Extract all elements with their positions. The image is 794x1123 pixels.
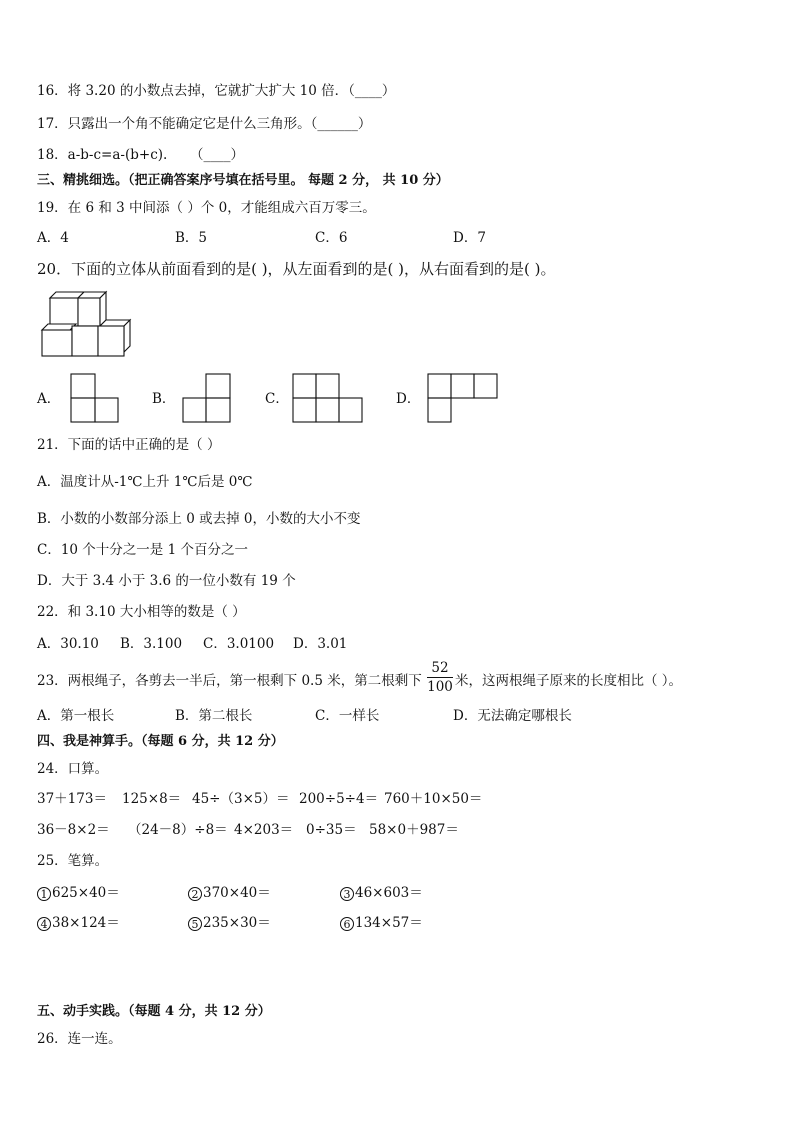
q23-fraction	[427, 660, 453, 695]
circled-number-6: 6	[340, 917, 354, 931]
q21-option-b: B．小数的小数部分添上 0 或去掉 0，小数的大小不变	[37, 511, 361, 527]
q24-row1-item3: 45÷（3×5）＝	[192, 791, 290, 807]
fraction-bar	[427, 677, 453, 678]
q24-row1-item4: 200÷5÷4＝	[299, 791, 379, 807]
q23-option-c: C．一样长	[315, 708, 380, 724]
q23-text-pre: 23．两根绳子，各剪去一半后，第一根剩下 0.5 米，第二根剩下	[37, 673, 422, 689]
circled-number-1: 1	[37, 887, 51, 901]
q23-option-a: A．第一根长	[37, 708, 115, 724]
q25-item4	[37, 914, 120, 932]
q22-option-b: B．3.100	[120, 636, 183, 652]
q20-option-c-label: C．	[265, 391, 289, 407]
cube-solid-figure	[40, 290, 135, 360]
circled-number-2: 2	[188, 887, 202, 901]
q25-item3	[340, 884, 423, 902]
q21-option-d: D．大于 3.4 小于 3.6 的一位小数有 19 个	[37, 573, 296, 589]
q25-item4-text: 38×124＝	[52, 915, 120, 931]
q25-item5	[188, 914, 271, 932]
q20-option-b-label: B．	[152, 391, 176, 407]
q19-option-a: A．4	[37, 230, 69, 246]
q25-item2	[188, 884, 271, 902]
q18	[37, 146, 244, 164]
q26: 26．连一连。	[37, 1031, 122, 1047]
q17: 17．只露出一个角不能确定它是什么三角形。（______）	[37, 116, 372, 132]
q25-item1-text: 625×40＝	[52, 885, 120, 901]
q20-option-a-figure	[70, 373, 120, 423]
q24-row1-item1: 37＋173＝	[37, 791, 107, 807]
q20-option-c-figure	[292, 373, 364, 423]
q24-row1-item5: 760＋10×50＝	[384, 791, 483, 807]
q24-row2-item5: 58×0＋987＝	[369, 822, 459, 838]
q25-item5-text: 235×30＝	[203, 915, 271, 931]
q23-text-post: 米，这两根绳子原来的长度相比（ ）。	[455, 673, 683, 689]
q19: 19．在 6 和 3 中间添（ ）个 0，才能组成六百万零三。	[37, 200, 376, 216]
q23-fraction-numerator: 52	[431, 660, 449, 676]
q20-option-d-figure	[427, 373, 499, 423]
q20-option-a-label: A．	[37, 391, 61, 407]
q18-text: 18．a-b-c=a-(b+c).	[37, 147, 168, 163]
q22: 22．和 3.10 大小相等的数是（ ）	[37, 604, 246, 620]
q25-item2-text: 370×40＝	[203, 885, 271, 901]
q21-option-c: C．10 个十分之一是 1 个百分之一	[37, 542, 248, 558]
section3-heading: 三、精挑细选。（把正确答案序号填在括号里。 每题 2 分， 共 10 分）	[37, 173, 449, 188]
circled-number-4: 4	[37, 917, 51, 931]
circled-number-3: 3	[340, 887, 354, 901]
q24-row2-item2: （24－8）÷8＝	[128, 822, 228, 838]
q23-option-b: B．第二根长	[175, 708, 253, 724]
q24-row1-item2: 125×8＝	[122, 791, 182, 807]
q16: 16．将 3.20 的小数点去掉，它就扩大扩大 10 倍．（____）	[37, 83, 396, 99]
q24-row2-item1: 36－8×2＝	[37, 822, 110, 838]
q22-option-d: D．3.01	[293, 636, 348, 652]
q19-option-c: C．6	[315, 230, 348, 246]
q24-row2-item4: 0÷35＝	[306, 822, 357, 838]
q21-option-a: A．温度计从-1℃上升 1℃后是 0℃	[37, 474, 253, 490]
q25-item6-text: 134×57＝	[355, 915, 423, 931]
q25: 25．笔算。	[37, 853, 109, 869]
q20-option-b-figure	[182, 373, 232, 423]
q20: 20．下面的立体从前面看到的是( )，从左面看到的是( )，从右面看到的是( )。	[37, 260, 556, 278]
q18-blank: （____）	[190, 147, 244, 163]
q19-option-d: D．7	[453, 230, 486, 246]
q19-option-b: B．5	[175, 230, 208, 246]
q22-option-a: A．30.10	[37, 636, 99, 652]
q25-item1	[37, 884, 120, 902]
q22-option-c: C．3.0100	[203, 636, 275, 652]
q23-fraction-denominator: 100	[427, 679, 453, 695]
q20-option-d-label: D．	[396, 391, 421, 407]
q25-item3-text: 46×603＝	[355, 885, 423, 901]
q24: 24．口算。	[37, 761, 109, 777]
q23-option-d: D．无法确定哪根长	[453, 708, 572, 724]
q25-item6	[340, 914, 423, 932]
q21: 21．下面的话中正确的是（ ）	[37, 437, 221, 453]
q24-row2-item3: 4×203＝	[234, 822, 294, 838]
section4-heading: 四、我是神算手。（每题 6 分，共 12 分）	[37, 734, 284, 749]
circled-number-5: 5	[188, 917, 202, 931]
section5-heading: 五、动手实践。（每题 4 分，共 12 分）	[37, 1004, 271, 1019]
